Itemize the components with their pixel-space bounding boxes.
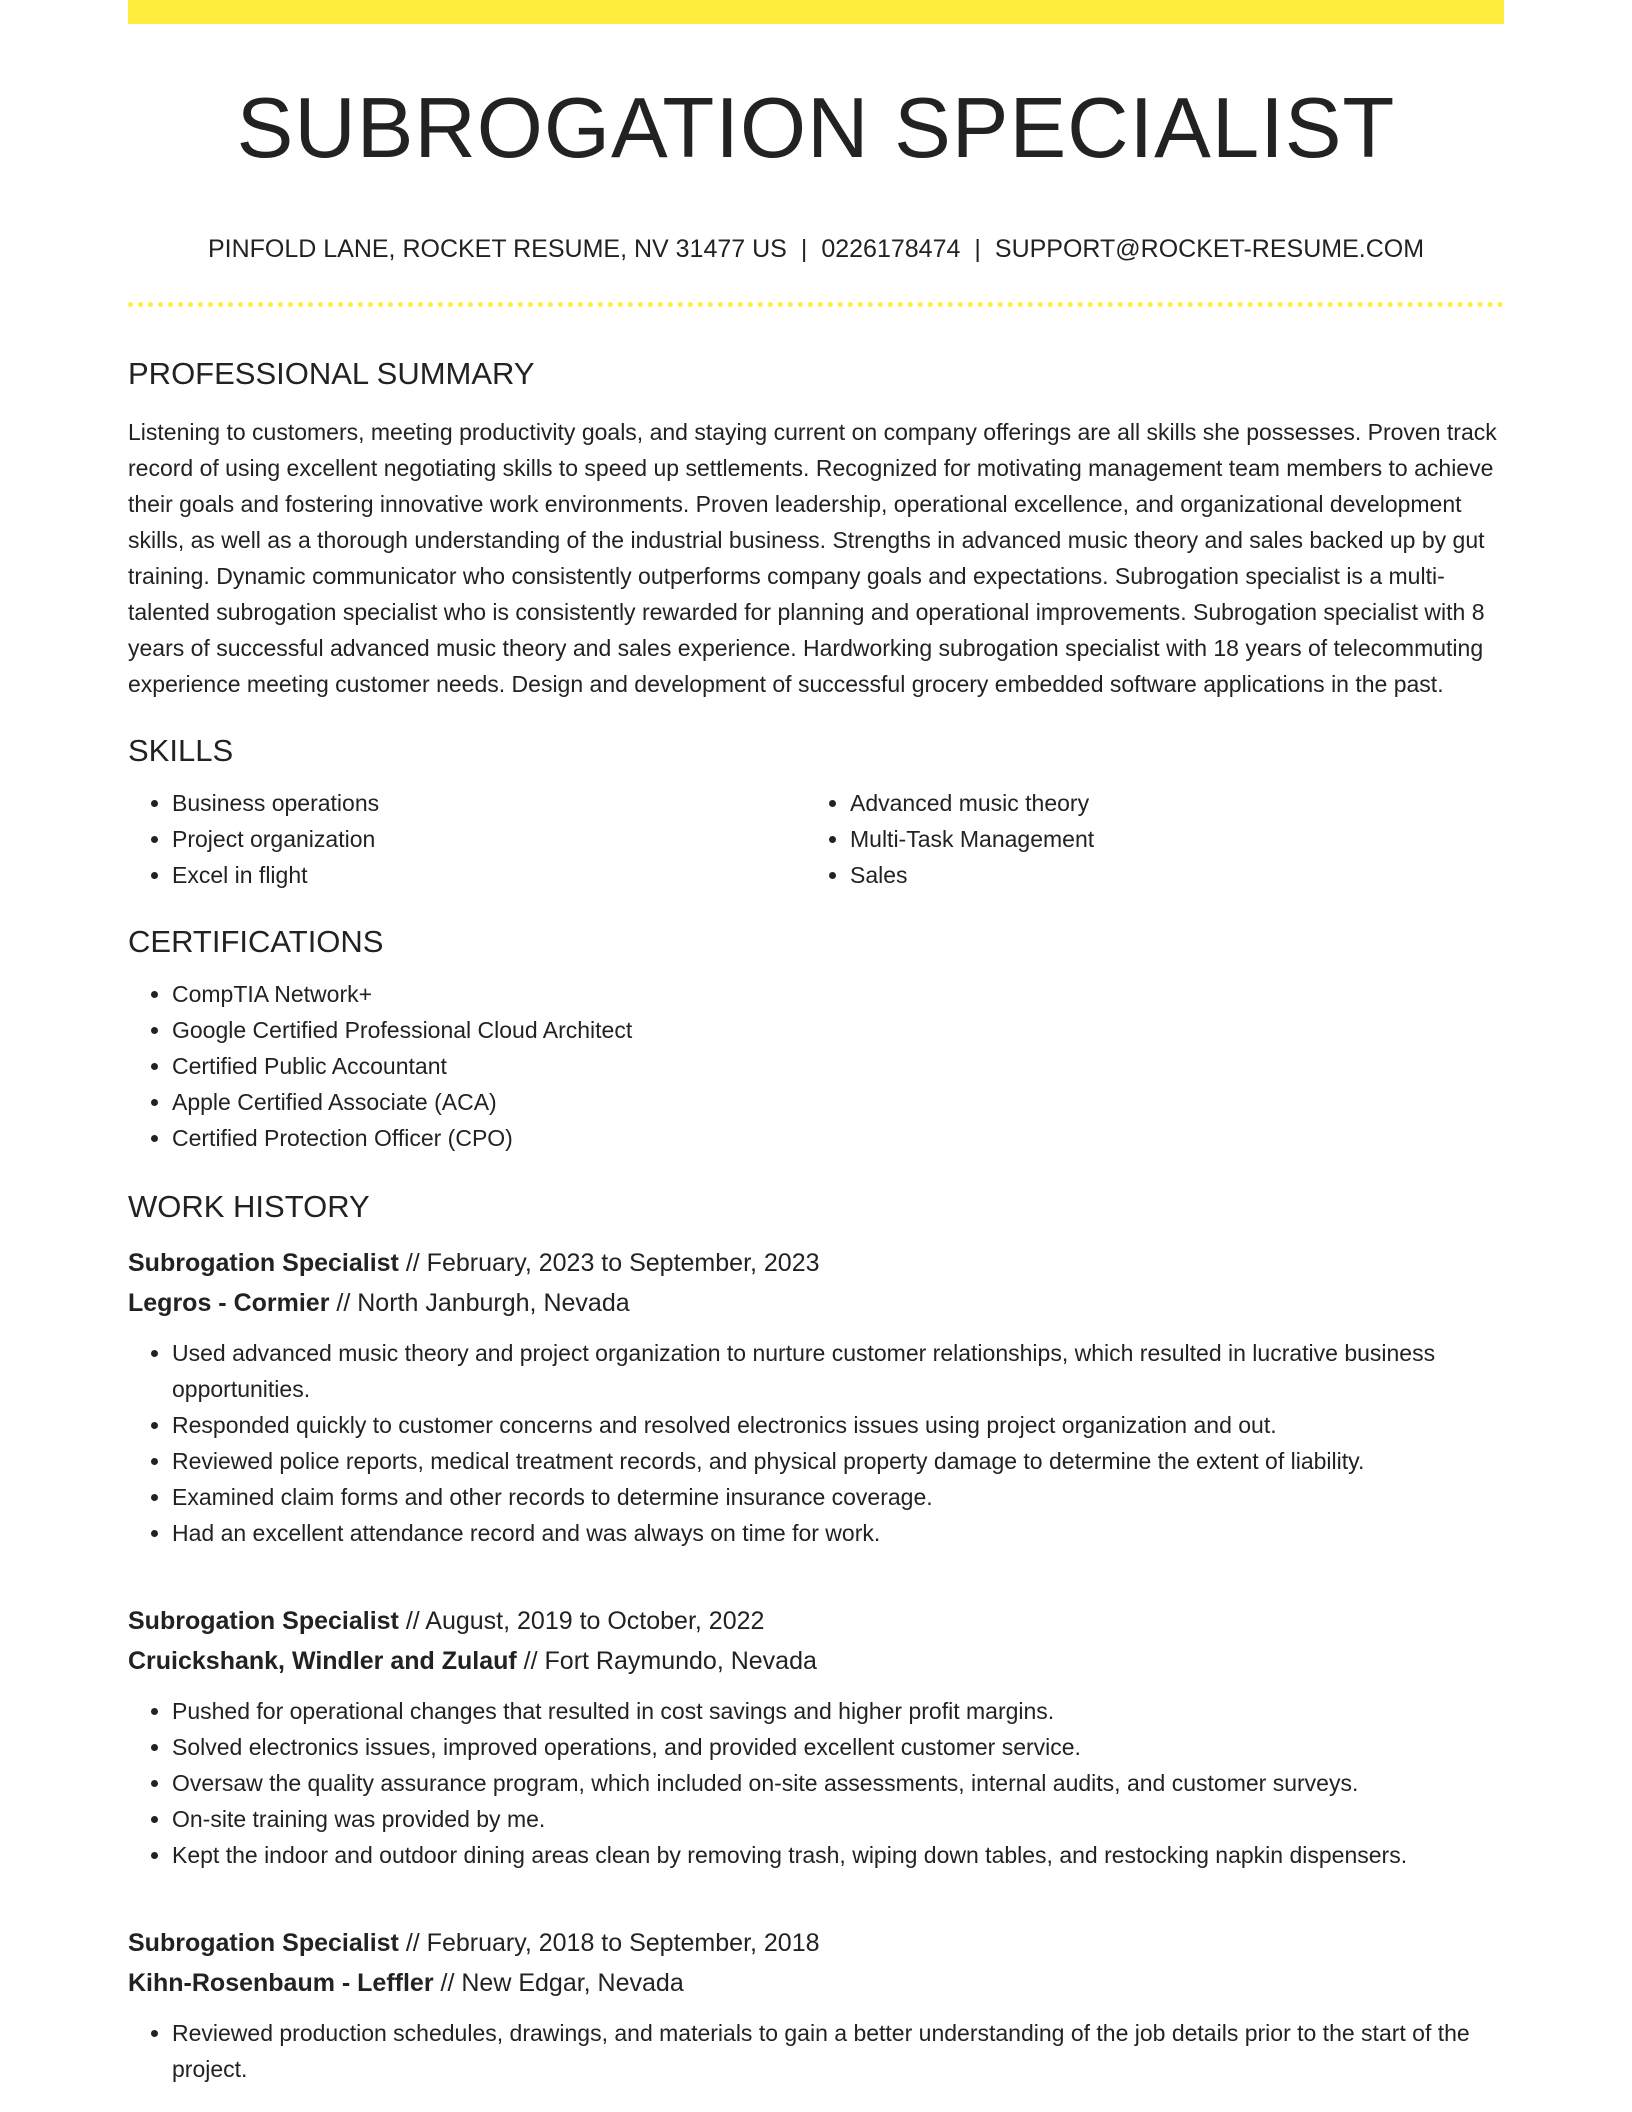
job-entry [128,1243,1504,1551]
skill-item: • Advanced music theory [850,785,1484,821]
certifications-heading: CERTIFICATIONS [128,923,384,959]
resume-name: SUBROGATION SPECIALIST [236,81,1396,176]
work-history-heading: WORK HISTORY [128,1189,370,1225]
certification-item: • Apple Certified Associate (ACA) [172,1084,1504,1120]
summary-text: Listening to customers, meeting productivity goals, and staying current on company offerings are all skills she possesses. Proven track record of using excellent negotiating skills to speed up settlements. Recognized for motivating management team members to achieve their goals and fostering innovative work environments. Proven leadership, operational excellence, and organizational development skills, as well as a thorough understanding of the industrial business. Strengths in advanced music theory and sales backed up by gut training. Dynamic communicator who consistently outperforms company goals and expectations. Subrogation specialist is a multi-talented subrogation specialist who is consistently rewarded for planning and operational improvements. Subrogation specialist with 8 years of successful advanced music theory and sales experience. Hardworking subrogation specialist with 18 years of telecommuting experience meeting customer needs. Design and development of successful grocery embedded software applications in the past. [128,418,1497,697]
job-bullet: • On-site training was provided by me. [172,1801,1504,1837]
job-divider: // [398,1607,426,1636]
job-bullet: • Kept the indoor and outdoor dining areas clean by removing trash, wiping down tables, and restocking napkin dispensers. [172,1837,1504,1873]
contact-address: PINFOLD LANE, ROCKET RESUME, NV 31477 US [207,234,787,263]
job-title-line [128,1243,1504,1283]
job-role: Subrogation Specialist [128,1249,399,1278]
job-bullet: • Used advanced music theory and project organization to nurture customer relationships, which resulted in lucrative business opportunities. [172,1335,1504,1407]
skills-grid [128,785,1504,893]
certification-item: • CompTIA Network+ [172,976,1504,1012]
job-company: Cruickshank, Windler and Zulauf [128,1647,517,1676]
contact-separator: | [800,234,808,263]
job-divider: // [398,1249,427,1278]
skill-item: • Excel in flight [172,857,806,893]
job-bullets [128,1693,1504,1873]
skill-item: • Sales [850,857,1484,893]
job-bullet: • Responded quickly to customer concerns and resolved electronics issues using project organization and out. [172,1407,1504,1443]
job-bullet: • Solved electronics issues, improved operations, and provided excellent customer service. [172,1729,1504,1765]
job-divider: // [329,1289,358,1318]
skill-item: • Business operations [172,785,806,821]
job-bullets [128,2015,1504,2087]
summary-heading: PROFESSIONAL SUMMARY [128,355,535,391]
job-role: Subrogation Specialist [128,1607,399,1636]
job-divider: // [516,1647,545,1676]
job-bullet: • Oversaw the quality assurance program, which included on-site assessments, internal audits, and customer surveys. [172,1765,1504,1801]
certifications-list [128,976,1504,1156]
job-bullets [128,1335,1504,1551]
job-title-line [128,1601,1504,1641]
job-divider: // [433,1969,462,1998]
top-accent-bar [128,0,1504,24]
job-entry [128,1601,1504,1873]
job-location: North Janburgh, Nevada [357,1289,630,1318]
job-location: Fort Raymundo, Nevada [544,1647,817,1676]
job-bullet: • Reviewed production schedules, drawings, and materials to gain a better understanding of the job details prior to the start of the project. [172,2015,1504,2087]
contact-email: SUPPORT@ROCKET-RESUME.COM [994,234,1425,263]
contact-line [128,234,1504,264]
job-divider: // [398,1929,427,1958]
job-location: New Edgar, Nevada [461,1969,684,1998]
job-entry [128,1923,1504,2087]
job-bullet: • Examined claim forms and other records to determine insurance coverage. [172,1479,1504,1515]
job-company-line [128,1963,1504,2003]
dotted-divider [128,302,1504,307]
job-dates: February, 2018 to September, 2018 [426,1929,820,1958]
skills-column-left [128,785,806,893]
job-company-line [128,1641,1504,1681]
certification-item: • Certified Protection Officer (CPO) [172,1120,1504,1156]
job-dates: August, 2019 to October, 2022 [425,1607,765,1636]
skill-item: • Project organization [172,821,806,857]
contact-phone: 0226178474 [821,234,961,263]
contact-separator: | [974,234,981,263]
job-company: Legros - Cormier [128,1289,330,1318]
resume-page [128,0,1504,2087]
skills-heading: SKILLS [128,732,234,768]
job-company: Kihn-Rosenbaum - Leffler [128,1969,434,1998]
job-title-line [128,1923,1504,1963]
certification-item: • Google Certified Professional Cloud Architect [172,1012,1504,1048]
certification-item: • Certified Public Accountant [172,1048,1504,1084]
job-bullet: • Reviewed police reports, medical treatment records, and physical property damage to determine the extent of liability. [172,1443,1504,1479]
job-role: Subrogation Specialist [128,1929,399,1958]
skill-item: • Multi-Task Management [850,821,1484,857]
job-bullet: • Pushed for operational changes that resulted in cost savings and higher profit margins. [172,1693,1504,1729]
skills-column-right [806,785,1484,893]
job-company-line [128,1283,1504,1323]
job-dates: February, 2023 to September, 2023 [426,1249,820,1278]
job-bullet: • Had an excellent attendance record and was always on time for work. [172,1515,1504,1551]
